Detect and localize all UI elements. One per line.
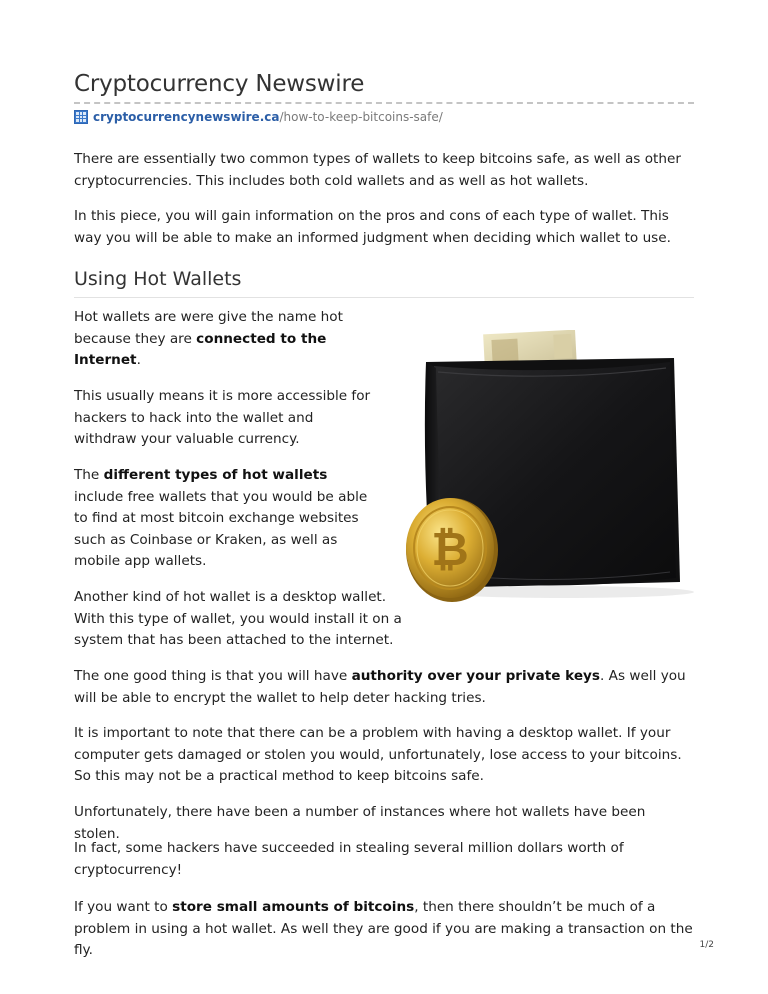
site-favicon-icon xyxy=(74,110,88,124)
bitcoin-symbol-icon: ₿ xyxy=(431,522,469,576)
emphasis-small-amounts: store small amounts of bitcoins xyxy=(172,899,415,915)
hot-wallet-paragraph-6: It is important to note that there can be a problem with having a desktop wallet. If your computer gets damaged or stolen you would, unfortunately, lose access to your bitcoins. So this may not be a practical method to keep bitcoins safe. xyxy=(74,725,682,784)
hot-wallet-paragraph-3: The different types of hot wallets include free wallets that you would be able to find at most bitcoin exchange websites such as Coinbase or Kraken, as well as mobile app wallets. xyxy=(74,467,368,569)
emphasis-private-keys: authority over your private keys xyxy=(351,668,600,684)
source-path[interactable]: /how-to-keep-bitcoins-safe/ xyxy=(279,110,443,124)
page-indicator: 1/2 xyxy=(699,940,714,950)
hot-wallet-paragraph-9: If you want to store small amounts of bitcoins, then there shouldn’t be much of a problem in using a hot wallet. As well they are good if you are making a transaction on the fly. xyxy=(74,899,693,958)
site-title: Cryptocurrency Newswire xyxy=(74,71,365,97)
source-domain[interactable]: cryptocurrencynewswire.ca xyxy=(93,110,280,124)
wallet-bitcoin-image xyxy=(404,330,694,610)
bitcoin-coin xyxy=(406,498,498,602)
hot-wallet-paragraph-1: Hot wallets are were give the name hot because they are connected to the Internet. xyxy=(74,309,343,368)
wallet-illustration xyxy=(404,330,694,610)
section-divider xyxy=(74,297,694,298)
source-url[interactable] xyxy=(74,108,443,126)
header-divider xyxy=(74,102,694,104)
emphasis-connected: connected to the Internet xyxy=(74,330,327,368)
hot-wallet-paragraph-2: This usually means it is more accessible for hackers to hack into the wallet and withdraw your valuable currency. xyxy=(74,388,371,447)
hot-wallet-paragraph-5: The one good thing is that you will have authority over your private keys. As well you will be able to encrypt the wallet to help deter hacking tries. xyxy=(74,668,686,706)
hot-wallet-paragraph-8: In fact, some hackers have succeeded in stealing several million dollars worth of cryptocurrency! xyxy=(74,840,624,878)
hot-wallet-paragraph-7: Unfortunately, there have been a number of instances where hot wallets have been stolen. xyxy=(74,804,646,842)
emphasis-types: different types of hot wallets xyxy=(103,467,328,483)
intro-paragraph-1: There are essentially two common types of wallets to keep bitcoins safe, as well as other cryptocurrencies. This includes both cold wallets and as well as hot wallets. xyxy=(74,151,681,189)
section-heading: Using Hot Wallets xyxy=(74,268,242,290)
intro-paragraph-2: In this piece, you will gain information on the pros and cons of each type of wallet. This way you will be able to make an informed judgment when deciding which wallet to use. xyxy=(74,208,671,246)
hot-wallet-paragraph-4: Another kind of hot wallet is a desktop wallet. With this type of wallet, you would install it on a system that has been attached to the internet. xyxy=(74,589,402,648)
